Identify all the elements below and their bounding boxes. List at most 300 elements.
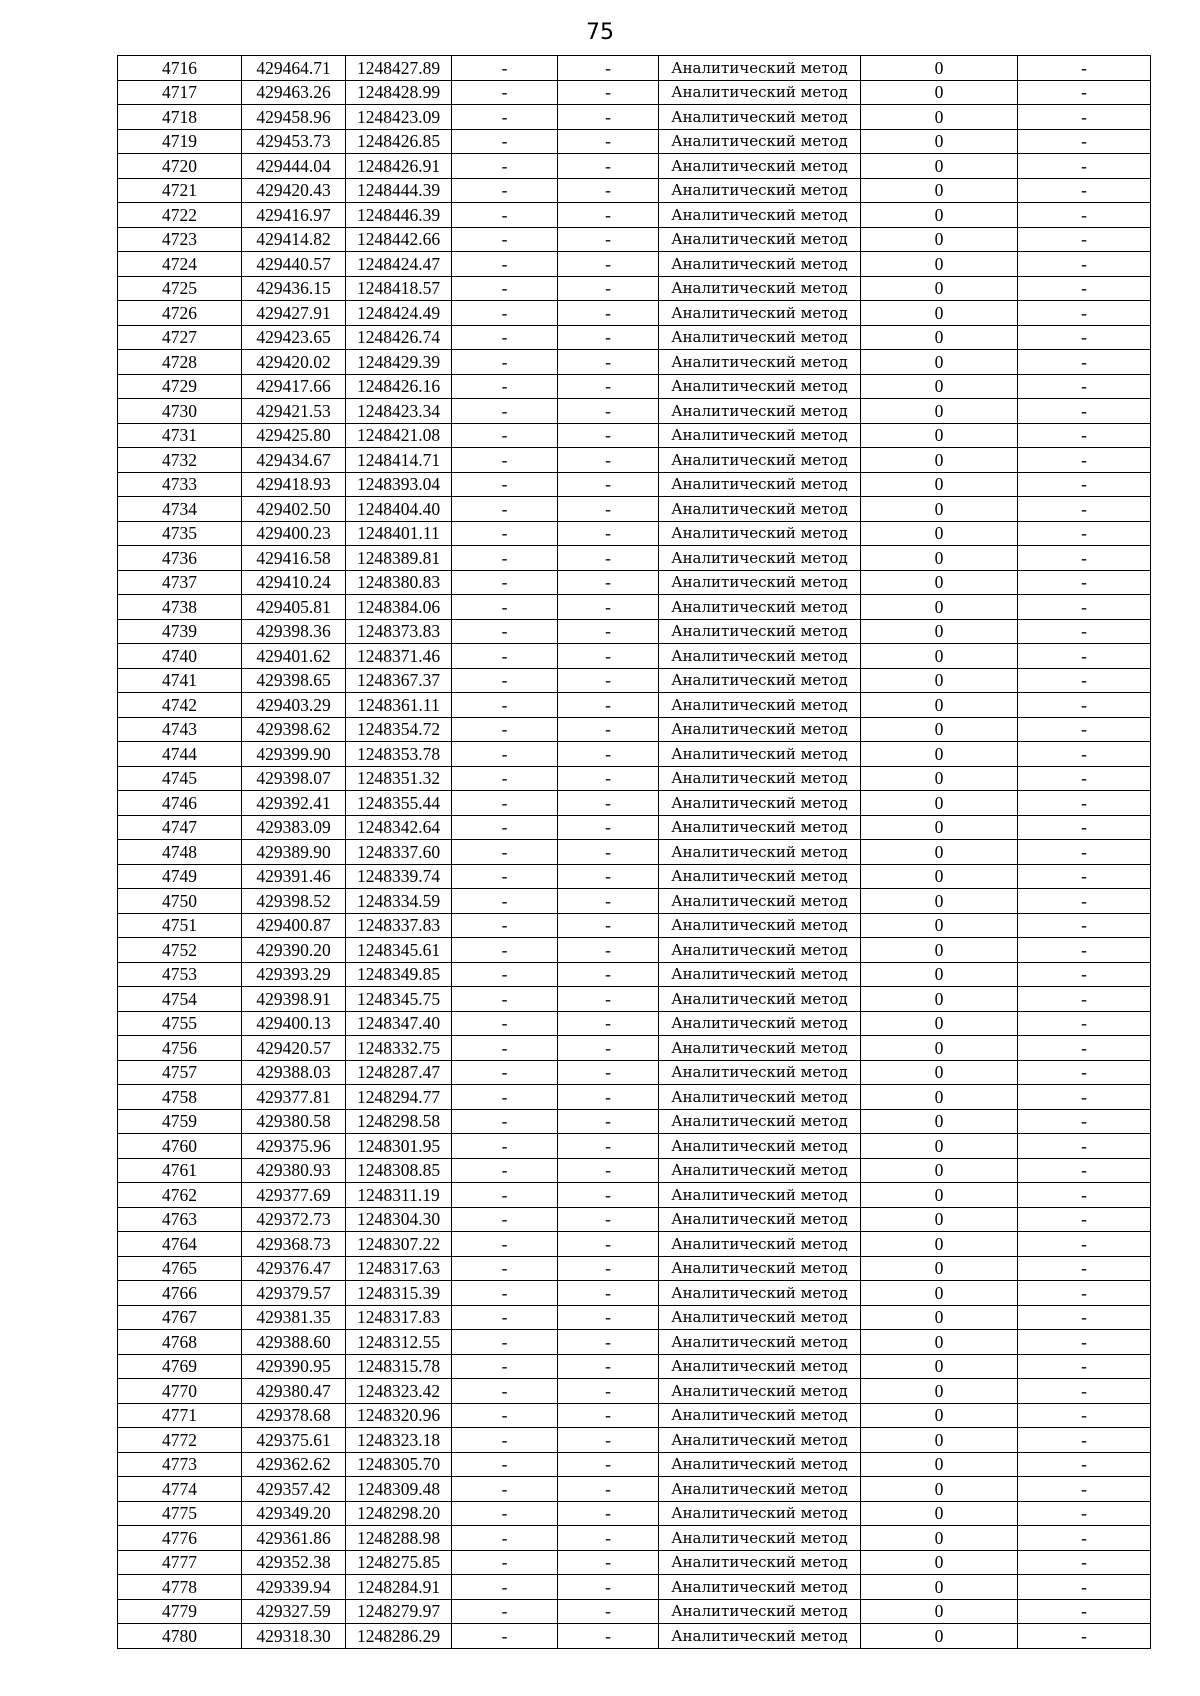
- cell-col-4: -: [452, 521, 558, 546]
- cell-method: Аналитический метод: [659, 987, 861, 1012]
- cell-x-coordinate: 429377.81: [242, 1085, 346, 1110]
- cell-method: Аналитический метод: [659, 1011, 861, 1036]
- cell-accuracy: 0: [861, 864, 1018, 889]
- cell-y-coordinate: 1248317.63: [346, 1256, 452, 1281]
- cell-x-coordinate: 429390.20: [242, 938, 346, 963]
- cell-point-number: 4767: [118, 1305, 242, 1330]
- cell-accuracy: 0: [861, 1330, 1018, 1355]
- cell-method: Аналитический метод: [659, 644, 861, 669]
- cell-col-8: -: [1018, 129, 1151, 154]
- cell-col-5: -: [558, 448, 659, 473]
- cell-accuracy: 0: [861, 619, 1018, 644]
- cell-point-number: 4765: [118, 1256, 242, 1281]
- cell-point-number: 4771: [118, 1403, 242, 1428]
- cell-point-number: 4740: [118, 644, 242, 669]
- cell-y-coordinate: 1248426.16: [346, 374, 452, 399]
- cell-accuracy: 0: [861, 1452, 1018, 1477]
- cell-y-coordinate: 1248320.96: [346, 1403, 452, 1428]
- cell-col-5: -: [558, 1305, 659, 1330]
- cell-col-8: -: [1018, 1011, 1151, 1036]
- cell-col-8: -: [1018, 766, 1151, 791]
- cell-method: Аналитический метод: [659, 1281, 861, 1306]
- cell-col-5: -: [558, 521, 659, 546]
- table-row: [118, 1550, 1151, 1575]
- cell-col-8: -: [1018, 864, 1151, 889]
- table-row: [118, 864, 1151, 889]
- cell-method: Аналитический метод: [659, 1085, 861, 1110]
- cell-method: Аналитический метод: [659, 668, 861, 693]
- cell-col-4: -: [452, 1624, 558, 1649]
- cell-point-number: 4746: [118, 791, 242, 816]
- cell-y-coordinate: 1248426.91: [346, 154, 452, 179]
- cell-x-coordinate: 429463.26: [242, 80, 346, 105]
- cell-x-coordinate: 429398.36: [242, 619, 346, 644]
- cell-col-4: -: [452, 227, 558, 252]
- cell-y-coordinate: 1248353.78: [346, 742, 452, 767]
- cell-col-5: -: [558, 227, 659, 252]
- table-row: [118, 1158, 1151, 1183]
- cell-col-8: -: [1018, 1036, 1151, 1061]
- table-body: [118, 56, 1151, 1649]
- cell-accuracy: 0: [861, 56, 1018, 81]
- cell-point-number: 4722: [118, 203, 242, 228]
- table-row: [118, 570, 1151, 595]
- cell-col-5: -: [558, 80, 659, 105]
- cell-y-coordinate: 1248446.39: [346, 203, 452, 228]
- table-row: [118, 693, 1151, 718]
- cell-col-4: -: [452, 1036, 558, 1061]
- cell-y-coordinate: 1248349.85: [346, 962, 452, 987]
- cell-col-4: -: [452, 1134, 558, 1159]
- cell-point-number: 4759: [118, 1109, 242, 1134]
- cell-col-8: -: [1018, 1281, 1151, 1306]
- table-row: [118, 791, 1151, 816]
- cell-col-5: -: [558, 497, 659, 522]
- cell-col-4: -: [452, 889, 558, 914]
- cell-y-coordinate: 1248323.18: [346, 1428, 452, 1453]
- cell-point-number: 4725: [118, 276, 242, 301]
- cell-method: Аналитический метод: [659, 1354, 861, 1379]
- cell-col-4: -: [452, 1477, 558, 1502]
- cell-x-coordinate: 429388.03: [242, 1060, 346, 1085]
- cell-method: Аналитический метод: [659, 1452, 861, 1477]
- cell-x-coordinate: 429420.43: [242, 178, 346, 203]
- cell-x-coordinate: 429400.87: [242, 913, 346, 938]
- cell-method: Аналитический метод: [659, 1036, 861, 1061]
- cell-accuracy: 0: [861, 1501, 1018, 1526]
- cell-point-number: 4750: [118, 889, 242, 914]
- cell-point-number: 4751: [118, 913, 242, 938]
- cell-point-number: 4731: [118, 423, 242, 448]
- cell-method: Аналитический метод: [659, 203, 861, 228]
- cell-point-number: 4716: [118, 56, 242, 81]
- cell-col-5: -: [558, 423, 659, 448]
- cell-col-4: -: [452, 1575, 558, 1600]
- cell-method: Аналитический метод: [659, 521, 861, 546]
- cell-point-number: 4744: [118, 742, 242, 767]
- cell-y-coordinate: 1248332.75: [346, 1036, 452, 1061]
- cell-col-8: -: [1018, 521, 1151, 546]
- cell-col-8: -: [1018, 742, 1151, 767]
- table-row: [118, 742, 1151, 767]
- cell-method: Аналитический метод: [659, 1575, 861, 1600]
- cell-x-coordinate: 429372.73: [242, 1207, 346, 1232]
- cell-col-4: -: [452, 1232, 558, 1257]
- cell-method: Аналитический метод: [659, 350, 861, 375]
- table-row: [118, 1526, 1151, 1551]
- cell-accuracy: 0: [861, 644, 1018, 669]
- cell-method: Аналитический метод: [659, 325, 861, 350]
- cell-accuracy: 0: [861, 1599, 1018, 1624]
- cell-point-number: 4743: [118, 717, 242, 742]
- table-row: [118, 374, 1151, 399]
- cell-accuracy: 0: [861, 1526, 1018, 1551]
- cell-x-coordinate: 429402.50: [242, 497, 346, 522]
- cell-col-4: -: [452, 350, 558, 375]
- cell-col-5: -: [558, 644, 659, 669]
- cell-col-5: -: [558, 129, 659, 154]
- cell-method: Аналитический метод: [659, 1109, 861, 1134]
- cell-col-5: -: [558, 1183, 659, 1208]
- cell-y-coordinate: 1248275.85: [346, 1550, 452, 1575]
- cell-col-5: -: [558, 1232, 659, 1257]
- cell-accuracy: 0: [861, 1477, 1018, 1502]
- cell-accuracy: 0: [861, 1403, 1018, 1428]
- cell-x-coordinate: 429464.71: [242, 56, 346, 81]
- cell-accuracy: 0: [861, 227, 1018, 252]
- cell-y-coordinate: 1248393.04: [346, 472, 452, 497]
- cell-accuracy: 0: [861, 276, 1018, 301]
- cell-point-number: 4775: [118, 1501, 242, 1526]
- table-row: [118, 938, 1151, 963]
- table-row: [118, 1207, 1151, 1232]
- table-row: [118, 987, 1151, 1012]
- cell-col-4: -: [452, 301, 558, 326]
- cell-col-8: -: [1018, 791, 1151, 816]
- cell-col-4: -: [452, 203, 558, 228]
- cell-point-number: 4766: [118, 1281, 242, 1306]
- cell-method: Аналитический метод: [659, 1134, 861, 1159]
- cell-point-number: 4768: [118, 1330, 242, 1355]
- cell-accuracy: 0: [861, 791, 1018, 816]
- table-row: [118, 521, 1151, 546]
- cell-col-5: -: [558, 1256, 659, 1281]
- cell-y-coordinate: 1248317.83: [346, 1305, 452, 1330]
- cell-x-coordinate: 429436.15: [242, 276, 346, 301]
- cell-x-coordinate: 429421.53: [242, 399, 346, 424]
- cell-method: Аналитический метод: [659, 864, 861, 889]
- cell-y-coordinate: 1248309.48: [346, 1477, 452, 1502]
- cell-col-5: -: [558, 717, 659, 742]
- cell-method: Аналитический метод: [659, 276, 861, 301]
- cell-method: Аналитический метод: [659, 1183, 861, 1208]
- cell-col-4: -: [452, 56, 558, 81]
- cell-method: Аналитический метод: [659, 1501, 861, 1526]
- cell-y-coordinate: 1248301.95: [346, 1134, 452, 1159]
- cell-col-5: -: [558, 546, 659, 571]
- cell-x-coordinate: 429376.47: [242, 1256, 346, 1281]
- cell-point-number: 4738: [118, 595, 242, 620]
- cell-col-4: -: [452, 399, 558, 424]
- cell-y-coordinate: 1248304.30: [346, 1207, 452, 1232]
- cell-x-coordinate: 429440.57: [242, 252, 346, 277]
- cell-point-number: 4749: [118, 864, 242, 889]
- table-row: [118, 717, 1151, 742]
- table-row: [118, 766, 1151, 791]
- cell-point-number: 4747: [118, 815, 242, 840]
- cell-x-coordinate: 429401.62: [242, 644, 346, 669]
- cell-col-4: -: [452, 1379, 558, 1404]
- cell-point-number: 4753: [118, 962, 242, 987]
- table-row: [118, 472, 1151, 497]
- cell-y-coordinate: 1248367.37: [346, 668, 452, 693]
- cell-col-8: -: [1018, 1526, 1151, 1551]
- cell-point-number: 4742: [118, 693, 242, 718]
- table-row: [118, 56, 1151, 81]
- cell-col-4: -: [452, 717, 558, 742]
- table-row: [118, 644, 1151, 669]
- cell-col-4: -: [452, 1599, 558, 1624]
- table-row: [118, 815, 1151, 840]
- cell-accuracy: 0: [861, 423, 1018, 448]
- table-row: [118, 595, 1151, 620]
- cell-col-8: -: [1018, 595, 1151, 620]
- cell-y-coordinate: 1248426.74: [346, 325, 452, 350]
- cell-col-4: -: [452, 1526, 558, 1551]
- cell-method: Аналитический метод: [659, 938, 861, 963]
- cell-col-8: -: [1018, 399, 1151, 424]
- cell-col-8: -: [1018, 1379, 1151, 1404]
- cell-col-5: -: [558, 791, 659, 816]
- cell-accuracy: 0: [861, 521, 1018, 546]
- cell-method: Аналитический метод: [659, 301, 861, 326]
- cell-col-8: -: [1018, 423, 1151, 448]
- cell-point-number: 4764: [118, 1232, 242, 1257]
- cell-x-coordinate: 429327.59: [242, 1599, 346, 1624]
- cell-accuracy: 0: [861, 374, 1018, 399]
- table-row: [118, 1183, 1151, 1208]
- cell-col-4: -: [452, 668, 558, 693]
- cell-y-coordinate: 1248355.44: [346, 791, 452, 816]
- cell-point-number: 4757: [118, 1060, 242, 1085]
- cell-col-4: -: [452, 595, 558, 620]
- cell-col-5: -: [558, 1134, 659, 1159]
- cell-accuracy: 0: [861, 1060, 1018, 1085]
- cell-point-number: 4754: [118, 987, 242, 1012]
- cell-col-5: -: [558, 864, 659, 889]
- cell-col-8: -: [1018, 570, 1151, 595]
- cell-y-coordinate: 1248424.49: [346, 301, 452, 326]
- cell-point-number: 4741: [118, 668, 242, 693]
- cell-col-8: -: [1018, 1403, 1151, 1428]
- cell-x-coordinate: 429414.82: [242, 227, 346, 252]
- cell-col-4: -: [452, 1403, 558, 1428]
- cell-col-8: -: [1018, 472, 1151, 497]
- cell-method: Аналитический метод: [659, 399, 861, 424]
- cell-y-coordinate: 1248337.60: [346, 840, 452, 865]
- cell-method: Аналитический метод: [659, 105, 861, 130]
- cell-x-coordinate: 429399.90: [242, 742, 346, 767]
- cell-method: Аналитический метод: [659, 595, 861, 620]
- cell-point-number: 4761: [118, 1158, 242, 1183]
- cell-accuracy: 0: [861, 448, 1018, 473]
- cell-y-coordinate: 1248308.85: [346, 1158, 452, 1183]
- cell-col-8: -: [1018, 1624, 1151, 1649]
- cell-col-5: -: [558, 1599, 659, 1624]
- table-row: [118, 1134, 1151, 1159]
- cell-col-4: -: [452, 766, 558, 791]
- cell-x-coordinate: 429379.57: [242, 1281, 346, 1306]
- cell-x-coordinate: 429339.94: [242, 1575, 346, 1600]
- cell-y-coordinate: 1248323.42: [346, 1379, 452, 1404]
- cell-col-4: -: [452, 423, 558, 448]
- cell-x-coordinate: 429388.60: [242, 1330, 346, 1355]
- table-row: [118, 1624, 1151, 1649]
- cell-y-coordinate: 1248418.57: [346, 276, 452, 301]
- cell-col-8: -: [1018, 644, 1151, 669]
- cell-x-coordinate: 429403.29: [242, 693, 346, 718]
- cell-point-number: 4772: [118, 1428, 242, 1453]
- cell-x-coordinate: 429390.95: [242, 1354, 346, 1379]
- cell-point-number: 4758: [118, 1085, 242, 1110]
- cell-x-coordinate: 429389.90: [242, 840, 346, 865]
- cell-col-8: -: [1018, 154, 1151, 179]
- table-row: [118, 325, 1151, 350]
- cell-col-4: -: [452, 1011, 558, 1036]
- cell-col-5: -: [558, 938, 659, 963]
- table-row: [118, 203, 1151, 228]
- cell-y-coordinate: 1248287.47: [346, 1060, 452, 1085]
- cell-point-number: 4755: [118, 1011, 242, 1036]
- cell-col-5: -: [558, 1477, 659, 1502]
- cell-col-5: -: [558, 350, 659, 375]
- cell-x-coordinate: 429444.04: [242, 154, 346, 179]
- cell-y-coordinate: 1248286.29: [346, 1624, 452, 1649]
- cell-col-5: -: [558, 1428, 659, 1453]
- cell-y-coordinate: 1248427.89: [346, 56, 452, 81]
- cell-col-4: -: [452, 742, 558, 767]
- cell-point-number: 4728: [118, 350, 242, 375]
- cell-accuracy: 0: [861, 987, 1018, 1012]
- cell-accuracy: 0: [861, 595, 1018, 620]
- cell-x-coordinate: 429417.66: [242, 374, 346, 399]
- cell-method: Аналитический метод: [659, 693, 861, 718]
- cell-x-coordinate: 429391.46: [242, 864, 346, 889]
- cell-col-4: -: [452, 546, 558, 571]
- cell-x-coordinate: 429420.57: [242, 1036, 346, 1061]
- cell-accuracy: 0: [861, 1158, 1018, 1183]
- cell-col-5: -: [558, 105, 659, 130]
- cell-accuracy: 0: [861, 693, 1018, 718]
- cell-col-5: -: [558, 1036, 659, 1061]
- cell-y-coordinate: 1248428.99: [346, 80, 452, 105]
- coordinates-table: [117, 55, 1151, 1649]
- cell-x-coordinate: 429393.29: [242, 962, 346, 987]
- cell-x-coordinate: 429405.81: [242, 595, 346, 620]
- cell-method: Аналитический метод: [659, 448, 861, 473]
- cell-accuracy: 0: [861, 1207, 1018, 1232]
- cell-y-coordinate: 1248380.83: [346, 570, 452, 595]
- cell-method: Аналитический метод: [659, 227, 861, 252]
- table-row: [118, 1477, 1151, 1502]
- cell-x-coordinate: 429425.80: [242, 423, 346, 448]
- cell-col-4: -: [452, 938, 558, 963]
- cell-col-5: -: [558, 815, 659, 840]
- cell-col-4: -: [452, 1330, 558, 1355]
- cell-col-4: -: [452, 472, 558, 497]
- cell-col-4: -: [452, 570, 558, 595]
- cell-x-coordinate: 429453.73: [242, 129, 346, 154]
- cell-col-5: -: [558, 1060, 659, 1085]
- cell-col-8: -: [1018, 815, 1151, 840]
- cell-x-coordinate: 429398.62: [242, 717, 346, 742]
- cell-col-4: -: [452, 1305, 558, 1330]
- table-row: [118, 276, 1151, 301]
- table-row: [118, 227, 1151, 252]
- cell-y-coordinate: 1248345.75: [346, 987, 452, 1012]
- cell-col-8: -: [1018, 374, 1151, 399]
- cell-col-8: -: [1018, 938, 1151, 963]
- cell-y-coordinate: 1248389.81: [346, 546, 452, 571]
- cell-col-4: -: [452, 497, 558, 522]
- cell-col-4: -: [452, 1158, 558, 1183]
- cell-point-number: 4717: [118, 80, 242, 105]
- cell-col-4: -: [452, 840, 558, 865]
- cell-col-5: -: [558, 1109, 659, 1134]
- cell-method: Аналитический метод: [659, 742, 861, 767]
- cell-accuracy: 0: [861, 105, 1018, 130]
- cell-col-8: -: [1018, 80, 1151, 105]
- cell-accuracy: 0: [861, 1011, 1018, 1036]
- cell-col-5: -: [558, 570, 659, 595]
- cell-point-number: 4719: [118, 129, 242, 154]
- cell-y-coordinate: 1248288.98: [346, 1526, 452, 1551]
- cell-col-5: -: [558, 1575, 659, 1600]
- cell-accuracy: 0: [861, 1281, 1018, 1306]
- table-row: [118, 619, 1151, 644]
- cell-col-4: -: [452, 791, 558, 816]
- cell-col-8: -: [1018, 105, 1151, 130]
- cell-col-4: -: [452, 252, 558, 277]
- cell-col-4: -: [452, 987, 558, 1012]
- cell-point-number: 4726: [118, 301, 242, 326]
- cell-accuracy: 0: [861, 301, 1018, 326]
- cell-col-8: -: [1018, 1599, 1151, 1624]
- cell-x-coordinate: 429318.30: [242, 1624, 346, 1649]
- cell-col-5: -: [558, 1403, 659, 1428]
- table-row: [118, 80, 1151, 105]
- cell-col-5: -: [558, 889, 659, 914]
- cell-col-4: -: [452, 962, 558, 987]
- cell-col-5: -: [558, 399, 659, 424]
- cell-method: Аналитический метод: [659, 472, 861, 497]
- cell-accuracy: 0: [861, 350, 1018, 375]
- cell-col-4: -: [452, 644, 558, 669]
- cell-method: Аналитический метод: [659, 1526, 861, 1551]
- cell-x-coordinate: 429368.73: [242, 1232, 346, 1257]
- cell-col-8: -: [1018, 178, 1151, 203]
- cell-col-5: -: [558, 1158, 659, 1183]
- cell-accuracy: 0: [861, 1085, 1018, 1110]
- cell-col-4: -: [452, 448, 558, 473]
- cell-col-4: -: [452, 913, 558, 938]
- cell-point-number: 4745: [118, 766, 242, 791]
- cell-accuracy: 0: [861, 1550, 1018, 1575]
- cell-point-number: 4727: [118, 325, 242, 350]
- table-row: [118, 497, 1151, 522]
- cell-col-8: -: [1018, 276, 1151, 301]
- cell-y-coordinate: 1248423.34: [346, 399, 452, 424]
